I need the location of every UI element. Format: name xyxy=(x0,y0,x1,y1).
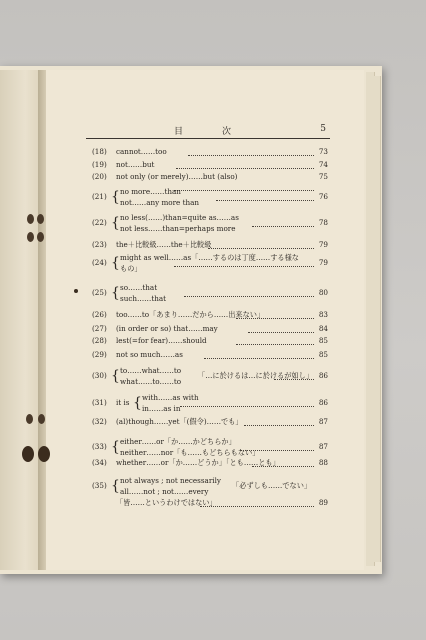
entry-text: not only (or merely)……but (also) xyxy=(116,172,238,181)
page-edge xyxy=(372,76,381,562)
entry-number: (28) xyxy=(92,336,107,345)
toc-entry xyxy=(92,324,328,335)
entry-page-number: 78 xyxy=(318,218,328,227)
entry-number: (27) xyxy=(92,324,107,333)
entry-page-number: 79 xyxy=(318,258,328,267)
entry-text: no more……than xyxy=(120,187,181,196)
entry-number: (19) xyxy=(92,160,107,169)
entry-text: all……not ; not……every xyxy=(120,487,209,496)
entry-page-number: 80 xyxy=(318,288,328,297)
leader-dots xyxy=(252,466,314,467)
entry-text: either……or「か……かどちらか」 xyxy=(120,437,236,446)
entry-number: (34) xyxy=(92,458,107,467)
entry-page-number: 86 xyxy=(318,371,328,380)
entry-text: cannot……too xyxy=(116,147,167,156)
entry-text: (al)though……yet「(假令)……でも」 xyxy=(116,417,243,426)
toc-header xyxy=(86,124,330,139)
entry-number: (31) xyxy=(92,398,107,407)
leader-dots xyxy=(244,425,314,426)
toc-entry xyxy=(92,350,328,361)
entry-page-number: 79 xyxy=(318,240,328,249)
brace-glyph: { xyxy=(111,368,120,384)
entry-text: no less(……)than=quite as……as xyxy=(120,213,239,222)
toc-entry xyxy=(92,160,328,171)
toc-entry xyxy=(92,187,328,209)
binding-hole xyxy=(37,232,44,242)
entry-text: not……but xyxy=(116,160,155,169)
entry-text: lest(=for fear)……should xyxy=(116,336,207,345)
entry-gloss: 「…に於けるは…に於けるが如し」 xyxy=(198,371,314,380)
entry-text: not……any more than xyxy=(120,198,200,207)
header-page-number: 5 xyxy=(320,124,326,134)
brace-glyph: { xyxy=(111,439,120,455)
toc-entry xyxy=(92,283,328,305)
leader-dots xyxy=(240,450,314,451)
leader-dots xyxy=(174,266,314,267)
leader-dots xyxy=(180,406,314,407)
entry-text: not so much……as xyxy=(116,350,183,359)
entry-text: the＋比較級……the＋比較級 xyxy=(116,240,212,249)
entry-number: (23) xyxy=(92,240,107,249)
entry-number: (22) xyxy=(92,218,107,227)
entry-number: (33) xyxy=(92,442,107,451)
entry-page-number: 76 xyxy=(318,192,328,201)
entry-page-number: 88 xyxy=(318,458,328,467)
brace-glyph: { xyxy=(111,189,120,205)
binding-hole xyxy=(37,214,44,224)
binding-hole xyxy=(38,414,45,424)
entry-text: so……that xyxy=(120,283,158,292)
entry-prefix: it is xyxy=(116,398,130,407)
entry-text: not always ; not necessarily xyxy=(120,476,221,485)
entry-page-number: 83 xyxy=(318,310,328,319)
toc-entry xyxy=(92,476,328,498)
entry-number: (35) xyxy=(92,481,107,490)
leader-dots xyxy=(184,296,314,297)
entry-text: (in order or so) that……may xyxy=(116,324,218,333)
entry-gloss: 「必ずしも……でない」 xyxy=(232,481,312,490)
toc-entry xyxy=(92,213,328,235)
leader-dots xyxy=(208,248,314,249)
entry-page-number: 86 xyxy=(318,398,328,407)
entry-number: (29) xyxy=(92,350,107,359)
entry-number: (24) xyxy=(92,258,107,267)
binding-hole xyxy=(26,414,33,424)
entry-number: (21) xyxy=(92,192,107,201)
entry-text: what……to……to xyxy=(120,377,182,386)
toc-entry xyxy=(92,253,328,275)
leader-dots xyxy=(248,332,314,333)
toc-entry xyxy=(92,437,328,459)
entry-text: neither……nor「も……もどちらもない」 xyxy=(120,448,260,457)
entry-page-number: 75 xyxy=(318,172,328,181)
toc-entry xyxy=(92,417,328,428)
entry-page-number: 85 xyxy=(318,336,328,345)
entry-number: (25) xyxy=(92,288,107,297)
entry-text: 「皆……というわけではない」 xyxy=(116,498,217,507)
toc-entry xyxy=(92,336,328,347)
brace-glyph: { xyxy=(111,255,120,271)
entry-text: whether……or「か……どうか」「とも……とも」 xyxy=(116,458,280,467)
brace-glyph: { xyxy=(111,215,120,231)
leader-dots xyxy=(236,318,314,319)
toc-entry xyxy=(92,393,328,415)
book-gutter xyxy=(38,70,46,570)
ink-spot xyxy=(74,289,78,293)
entry-text: in……as in xyxy=(142,404,181,413)
toc-entry xyxy=(92,498,328,509)
entry-page-number: 84 xyxy=(318,324,328,333)
binding-hole xyxy=(27,232,34,242)
toc-entry xyxy=(92,147,328,158)
toc-entry xyxy=(92,172,328,183)
entry-number: (30) xyxy=(92,371,107,380)
entry-text: もの」 xyxy=(120,264,142,273)
entry-page-number: 87 xyxy=(318,417,328,426)
entry-page-number: 89 xyxy=(318,498,328,507)
entry-text: too……to「あまり……だから……出来ない」 xyxy=(116,310,265,319)
header-title-2: 次 xyxy=(222,127,232,137)
toc-entry xyxy=(92,458,328,469)
left-page xyxy=(0,70,42,570)
header-title-1: 目 xyxy=(174,127,184,137)
entry-text: such……that xyxy=(120,294,167,303)
entry-page-number: 73 xyxy=(318,147,328,156)
entry-number: (18) xyxy=(92,147,107,156)
entry-number: (26) xyxy=(92,310,107,319)
brace-glyph: { xyxy=(111,478,120,494)
binding-hole xyxy=(22,446,34,462)
leader-dots xyxy=(200,506,314,507)
entry-text: with……as with xyxy=(142,393,199,402)
entry-text: might as well……as「……するのは丁度……する様な xyxy=(120,253,299,262)
leader-dots xyxy=(216,200,314,201)
leader-dots xyxy=(236,344,314,345)
leader-dots xyxy=(252,226,314,227)
binding-hole xyxy=(27,214,34,224)
entry-page-number: 87 xyxy=(318,442,328,451)
entry-text: not less……than=perhaps more xyxy=(120,224,236,233)
entry-number: (32) xyxy=(92,417,107,426)
leader-dots xyxy=(274,379,314,380)
leader-dots xyxy=(204,358,314,359)
brace-glyph: { xyxy=(111,285,120,301)
toc-entry xyxy=(92,310,328,321)
binding-hole xyxy=(38,446,50,462)
toc-entry xyxy=(92,366,328,388)
entry-text: to……what……to xyxy=(120,366,182,375)
leader-dots xyxy=(176,168,314,169)
toc-entry xyxy=(92,240,328,251)
leader-dots xyxy=(188,155,314,156)
entry-page-number: 85 xyxy=(318,350,328,359)
entry-page-number: 74 xyxy=(318,160,328,169)
brace-glyph: { xyxy=(133,395,142,411)
entry-number: (20) xyxy=(92,172,107,181)
